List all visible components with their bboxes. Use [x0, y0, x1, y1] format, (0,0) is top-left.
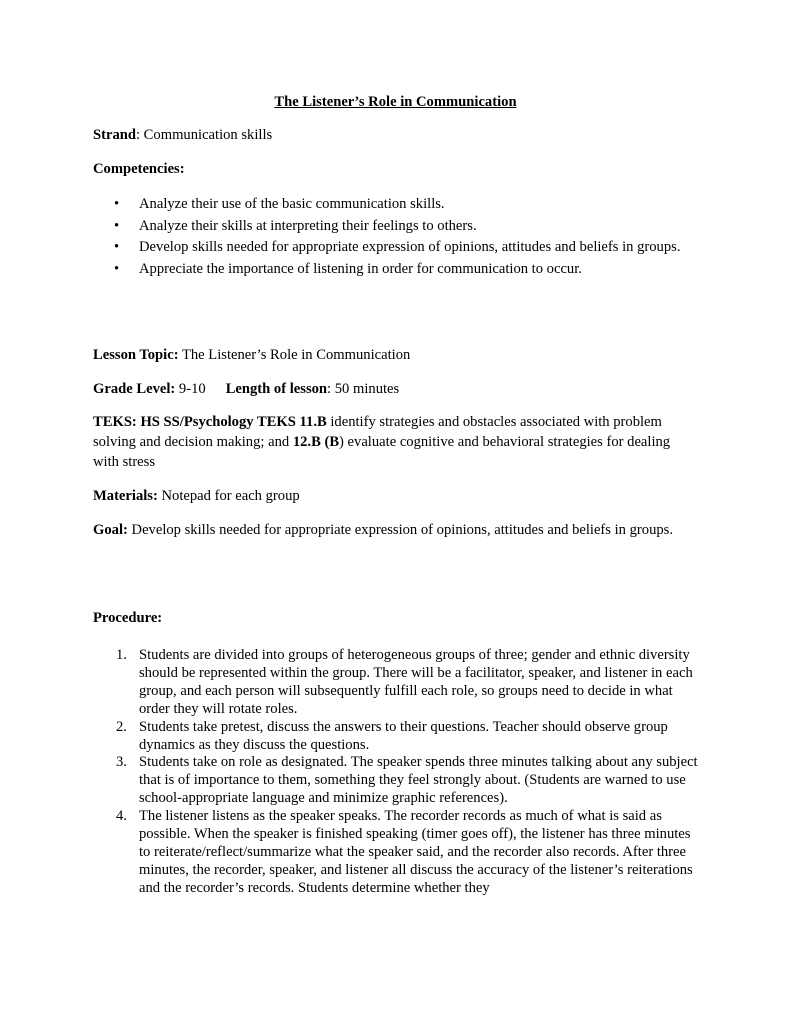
list-item — [93, 647, 705, 719]
step-text: Students take pretest, discuss the answers to their questions. Teacher should observe group dynamics as they discuss the questions. — [139, 718, 668, 753]
materials-line — [93, 486, 703, 506]
teks-text-1: identify strategies and obstacles associated with problem solving and decision making; and — [93, 414, 662, 450]
teks-label: TEKS: HS SS/Psychology TEKS 11.B — [93, 414, 327, 430]
grade-level-label: Grade Level: — [93, 381, 176, 397]
competencies-list — [93, 194, 693, 280]
materials-label: Materials: — [93, 488, 158, 504]
goal-value: Develop skills needed for appropriate expression of opinions, attitudes and beliefs in groups. — [127, 522, 673, 538]
competencies-heading: Competencies: — [93, 161, 185, 177]
materials-value: Notepad for each group — [157, 488, 300, 504]
step-number: 4. — [116, 808, 127, 825]
lesson-topic-line — [93, 345, 703, 365]
procedure-heading: Procedure: — [93, 610, 163, 626]
step-number: 1. — [116, 647, 127, 663]
teks-text-2: ) evaluate cognitive and behavioral strategies for dealing with stress — [93, 434, 671, 470]
step-number: 3. — [116, 754, 127, 771]
procedure-list — [93, 647, 705, 898]
lesson-topic-label: Lesson Topic: — [93, 347, 179, 363]
list-item: • Appreciate the importance of listening in order for communication to occur. — [93, 259, 693, 281]
step-text: Students take on role as designated. The speaker spends three minutes talking about any subject that is of importance to them, something they feel strongly about. (Students are warned to use school-appropriate language and minimize graphic references). — [139, 754, 698, 807]
teks-code-2: 12.B (B — [292, 434, 340, 450]
list-item: • Analyze their use of the basic communication skills. — [93, 194, 693, 216]
list-item — [93, 808, 705, 898]
strand-label: Strand — [93, 127, 136, 143]
length-label: Length of lesson — [225, 381, 328, 397]
list-item: • Develop skills needed for appropriate expression of opinions, attitudes and beliefs in groups. — [93, 237, 693, 259]
teks-paragraph — [93, 412, 699, 472]
lesson-topic-value: The Listener’s Role in Communication — [178, 347, 411, 363]
goal-paragraph — [93, 520, 673, 540]
step-text: The listener listens as the speaker speaks. The recorder records as much of what is said as possible. When the speaker is finished speaking (timer goes off), the listener has three minutes to reiterate/reflect/summarize what the speaker said, and the recorder also records. After three minutes, the recorder, speaker, and listener all discuss the accuracy of the listener’s reiterations and the recorder’s records. Students determine whether they — [139, 808, 693, 896]
list-item — [93, 754, 705, 808]
strand-line — [93, 125, 703, 145]
length-value: : 50 minutes — [327, 381, 400, 397]
list-item: • Analyze their skills at interpreting their feelings to others. — [93, 216, 693, 238]
list-item — [93, 719, 705, 755]
step-number: 2. — [116, 718, 127, 735]
goal-label: Goal: — [93, 522, 128, 538]
strand-value: : Communication skills — [135, 127, 273, 143]
grade-level-value: 9-10 — [175, 381, 206, 397]
step-text: Students are divided into groups of heterogeneous groups of three; gender and ethnic diversity should be represented within the group. There will be a facilitator, speaker, and listener in each group, and each person will subsequently fulfill each role, so groups need to decide in what order they will rotate roles. — [139, 647, 693, 717]
grade-length-line — [93, 379, 703, 399]
page-title: The Listener’s Role in Communication — [274, 94, 517, 110]
